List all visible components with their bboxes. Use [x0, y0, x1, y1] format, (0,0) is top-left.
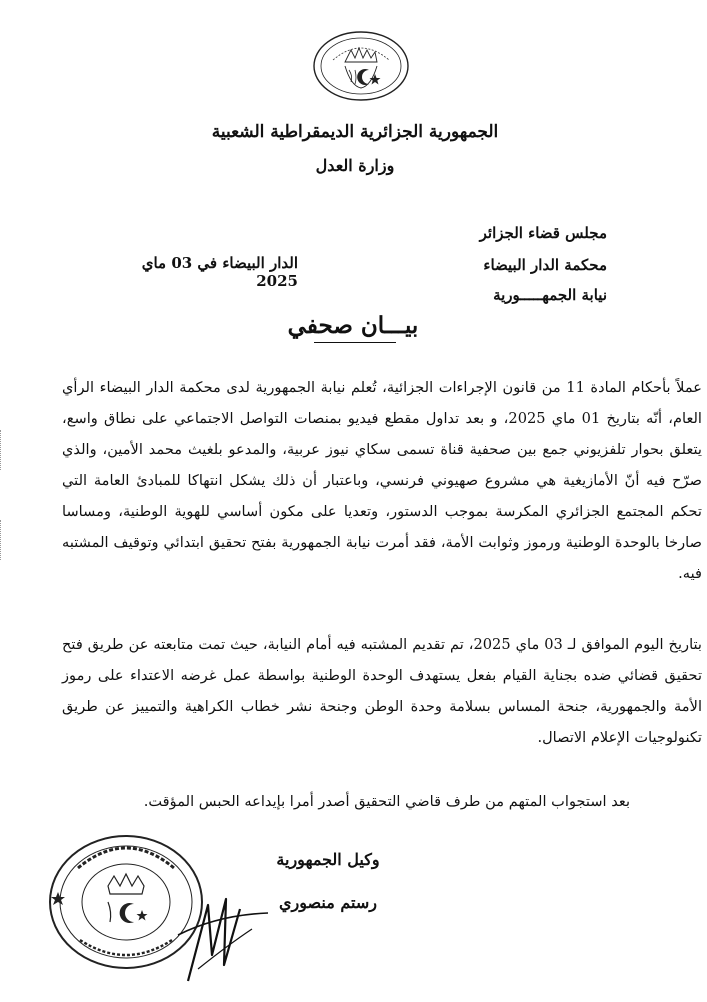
place-date: الدار البيضاء في 03 ماي 2025 [141, 254, 298, 290]
issuer-council: مجلس قضاء الجزائر [479, 224, 607, 242]
header-ministry: وزارة العدل [315, 156, 395, 175]
scan-margin-mark [0, 520, 7, 560]
header-republic: الجمهورية الجزائرية الديمقراطية الشعبية [211, 122, 499, 142]
signatory-name: رستم منصوري [279, 893, 377, 912]
signatory-role: وكيل الجمهورية [276, 850, 380, 869]
document-title: بيـــان صحفي [287, 312, 419, 339]
handwritten-signature-icon [168, 895, 278, 985]
paragraph-1: عملاً بأحكام المادة 11 من قانون الإجراءات الجزائية، تُعلم نيابة الجمهورية لدى محكمة الدار البيضاء الرأي العام، أنّه بتاريخ 01 ماي 2025، و بعد تداول مقطع فيديو بمنصات التواصل الاجتماعي على نطاق واسع، يتعلق بحوار تلفزيوني جمع بين صحفية قناة تسمى سكاي نيوز عربية، والمدعو بلغيث محمد الأمين، والذي صرّح فيه أنّ الأمازيغية هي مشروع صهيوني فرنسي، وباعتبار أن ذلك يشكل انتهاكا للمبادئ العامة التي تحكم المجتمع الجزائري المكرسة بموجب الدستور، وتعديا على مكون أساسي للهوية الوطنية، ومساسا صارخا بالوحدة الوطنية ورموز وثوابت الأمة، فقد أمرت نيابة الجمهورية بفتح تحقيق ابتدائي وتوقيف المشتبه فيه. [62, 379, 703, 582]
national-emblem-icon [311, 30, 411, 102]
paragraph-3: بعد استجواب المتهم من طرف قاضي التحقيق أصدر أمرا بإيداعه الحبس المؤقت. [143, 793, 630, 810]
scan-margin-mark [0, 430, 7, 470]
paragraph-2: بتاريخ اليوم الموافق لـ 03 ماي 2025، تم تقديم المشتبه فيه أمام النيابة، حيث تمت متابعته عن طريق فتح تحقيق قضائي ضده بجناية القيام بفعل يستهدف الوحدة الوطنية بواسطة عمل غرضه الاعتداء على رموز الأمة والجمهورية، جنحة المساس بسلامة وحدة الوطن وجنحة نشر خطاب الكراهية والتمييز عن طريق تكنولوجيات الإعلام الاتصال. [62, 636, 702, 746]
issuer-prosecution: نيابة الجمهـــــورية [493, 286, 607, 304]
title-underline [314, 342, 396, 343]
issuer-court: محكمة الدار البيضاء [483, 256, 607, 274]
